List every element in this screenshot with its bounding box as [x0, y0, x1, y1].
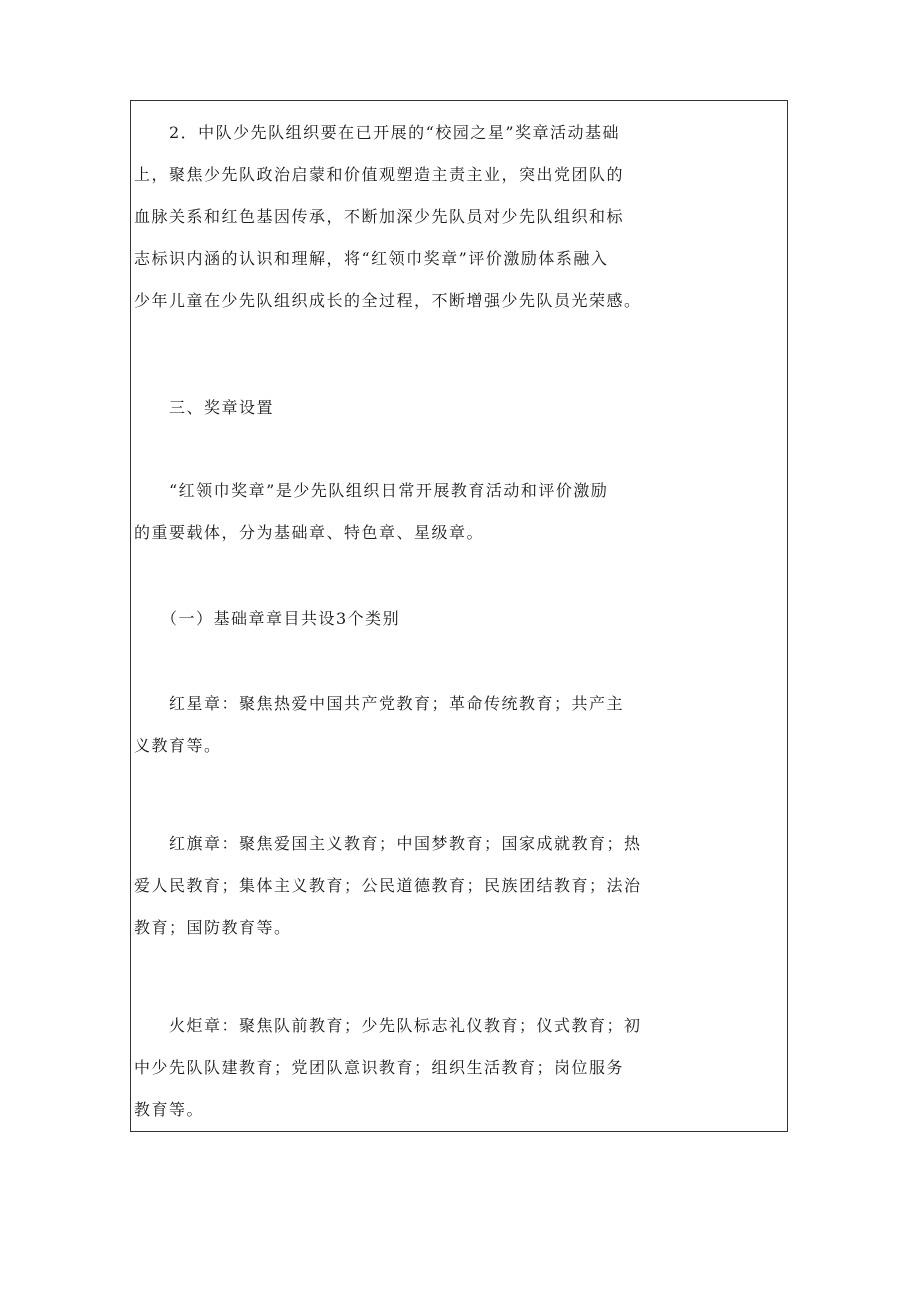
section-heading — [134, 387, 788, 429]
text-line: 爱人民教育；集体主义教育；公民道德教育；民族团结教育；法治 — [134, 876, 642, 895]
paragraph-item-2 — [134, 112, 788, 322]
subsection-heading — [134, 598, 788, 640]
paragraph-torch — [134, 1005, 788, 1131]
text-line: 血脉关系和红色基因传承，不断加深少先队员对少先队组织和标 — [134, 207, 625, 226]
text-line: 2．中队少先队组织要在已开展的“校园之星”奖章活动基础 — [134, 123, 621, 142]
paragraph-intro — [134, 470, 788, 554]
text-line: （一）基础章章目共设3个类别 — [134, 609, 401, 628]
text-line: 红星章：聚焦热爱中国共产党教育；革命传统教育；共产主 — [134, 694, 625, 713]
text-line: 三、奖章设置 — [134, 398, 275, 417]
text-line: 的重要载体，分为基础章、特色章、星级章。 — [134, 523, 485, 542]
text-line: 义教育等。 — [134, 736, 222, 755]
text-line: “红领巾奖章”是少先队组织日常开展教育活动和评价激励 — [134, 481, 609, 500]
text-line: 少年儿童在少先队组织成长的全过程，不断增强少先队员光荣感。 — [134, 291, 642, 310]
paragraph-red-star — [134, 683, 788, 767]
text-line: 火炬章：聚焦队前教育；少先队标志礼仪教育；仪式教育；初 — [134, 1016, 642, 1035]
text-line: 教育；国防教育等。 — [134, 918, 292, 937]
text-line: 上，聚焦少先队政治启蒙和价值观塑造主责主业，突出党团队的 — [134, 165, 625, 184]
paragraph-red-flag — [134, 823, 788, 949]
text-line: 教育等。 — [134, 1100, 205, 1119]
text-line: 志标识内涵的认识和理解，将“红领巾奖章”评价激励体系融入 — [134, 249, 609, 268]
text-line: 中少先队队建教育；党团队意识教育；组织生活教育；岗位服务 — [134, 1058, 625, 1077]
text-line: 红旗章：聚焦爱国主义教育；中国梦教育；国家成就教育；热 — [134, 834, 642, 853]
